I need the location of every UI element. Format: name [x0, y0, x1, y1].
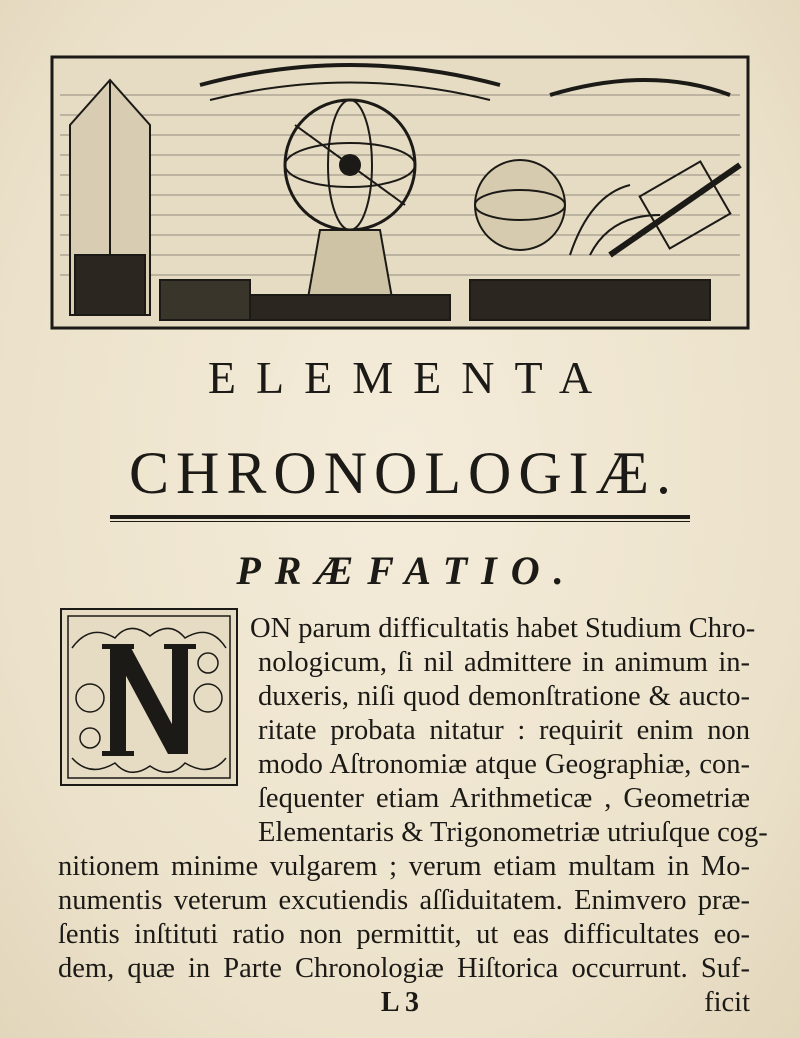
body-line: numentis veterum excutiendis aſſiduitatem. Enimvero præ- [58, 885, 750, 916]
title-praefatio: PRÆFATIO. [236, 548, 578, 593]
body-line: modo Aſtronomiæ atque Geographiæ, con- [258, 749, 750, 780]
catchword: ficit [704, 987, 750, 1018]
ornamental-initial-N [60, 608, 238, 786]
body-line: ritate probata nitatur : requirit enim non [258, 715, 750, 746]
body-line: ON parum difficultatis habet Studium Chro- [250, 613, 756, 644]
body-line: dem, quæ in Parte Chronologiæ Hiſtorica occurrunt. Suf- [58, 953, 750, 984]
astronomical-instruments-engraving [50, 55, 750, 330]
body-line: nologicum, ſi nil admittere in animum in- [258, 647, 750, 678]
body-line: nitionem minime vulgarem ; verum etiam multam in Mo- [58, 851, 750, 882]
title-rule [110, 515, 690, 519]
signature-mark: L 3 [380, 987, 420, 1018]
title-elementa: ELEMENTA [207, 352, 613, 403]
body-line: ſentis inſtituti ratio non permittit, ut eas difficultates eo- [58, 919, 750, 950]
body-line: ſequenter etiam Arithmeticæ , Geometriæ [258, 783, 750, 814]
body-line: duxeris, niſi quod demonſtratione & aucto- [258, 681, 750, 712]
title-rule-thin [110, 521, 690, 522]
title-chronologiae: CHRONOLOGIÆ. [129, 440, 678, 506]
body-line: Elementaris & Trigonometriæ utriuſque cog- [258, 817, 768, 848]
